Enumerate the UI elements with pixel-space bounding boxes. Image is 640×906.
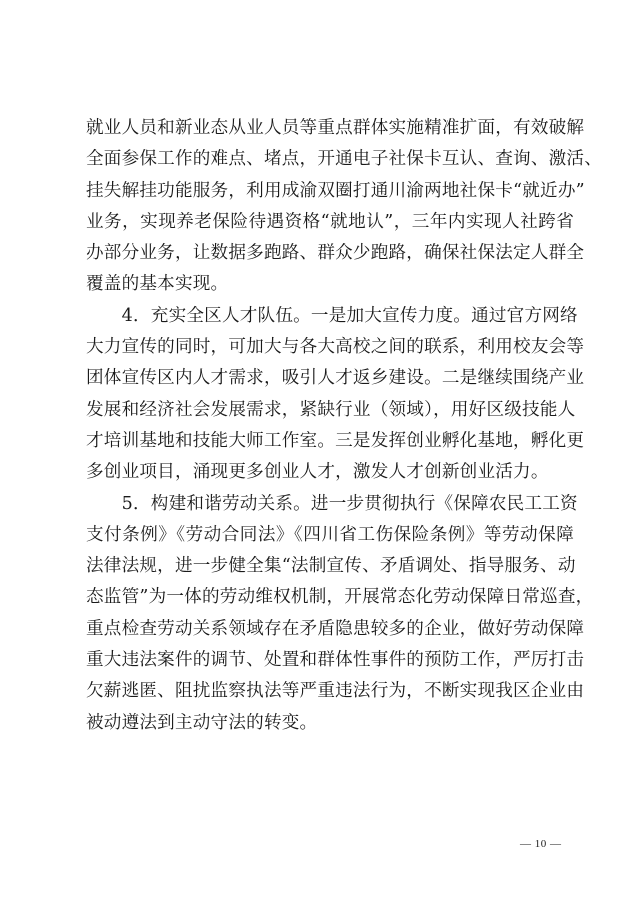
text-line: 办部分业务，让数据多跑路、群众少跑路，确保社保法定人群全 bbox=[86, 243, 585, 264]
text-line: 发展和经济社会发展需求，紧缺行业（领域），用好区级技能人 bbox=[86, 399, 576, 420]
text-line: 态监管”为一体的劳动维权机制，开展常态化劳动保障日常巡查， bbox=[86, 587, 594, 608]
text-line: 被动遵法到主动守法的转变。 bbox=[86, 712, 318, 733]
text-line: 重点检查劳动关系领域存在矛盾隐患较多的企业，做好劳动保障 bbox=[86, 618, 585, 639]
page-number: — 10 — bbox=[520, 838, 562, 850]
text-line: 5．构建和谐劳动关系。进一步贯彻执行《保障农民工工资 bbox=[86, 493, 578, 514]
text-line: 覆盖的基本实现。 bbox=[86, 274, 229, 295]
text-line: 多创业项目，涌现更多创业人才，激发人才创新创业活力。 bbox=[86, 462, 549, 483]
text-line: 就业人员和新业态从业人员等重点群体实施精准扩面，有效破解 bbox=[86, 118, 585, 138]
text-line: 法律法规，进一步健全集“法制宣传、矛盾调处、指导服务、动 bbox=[86, 556, 576, 577]
text-line: 大力宣传的同时，可加大与各大高校之间的联系，利用校友会等 bbox=[86, 337, 585, 358]
text-line: 4．充实全区人才队伍。一是加大宣传力度。通过官方网络 bbox=[86, 305, 578, 326]
text-line: 团体宣传区内人才需求，吸引人才返乡建设。二是继续围绕产业 bbox=[86, 368, 585, 389]
text-line: 欠薪逃匿、阻扰监察执法等严重违法行为，不断实现我区企业由 bbox=[86, 681, 585, 702]
text-line: 重大违法案件的调节、处置和群体性事件的预防工作，严厉打击 bbox=[86, 650, 585, 671]
text-line: 挂失解挂功能服务，利用成渝双圈打通川渝两地社保卡“就近办” bbox=[86, 180, 585, 201]
body-text bbox=[86, 113, 603, 739]
text-line: 支付条例》《劳动合同法》《四川省工伤保险条例》等劳动保障 bbox=[86, 524, 574, 545]
text-line: 全面参保工作的难点、堵点，开通电子社保卡互认、查询、激活、 bbox=[86, 149, 603, 170]
text-line: 才培训基地和技能大师工作室。三是发挥创业孵化基地，孵化更 bbox=[86, 430, 585, 451]
text-line: 业务，实现养老保险待遇资格“就地认”，三年内实现人社跨省 bbox=[86, 211, 574, 232]
